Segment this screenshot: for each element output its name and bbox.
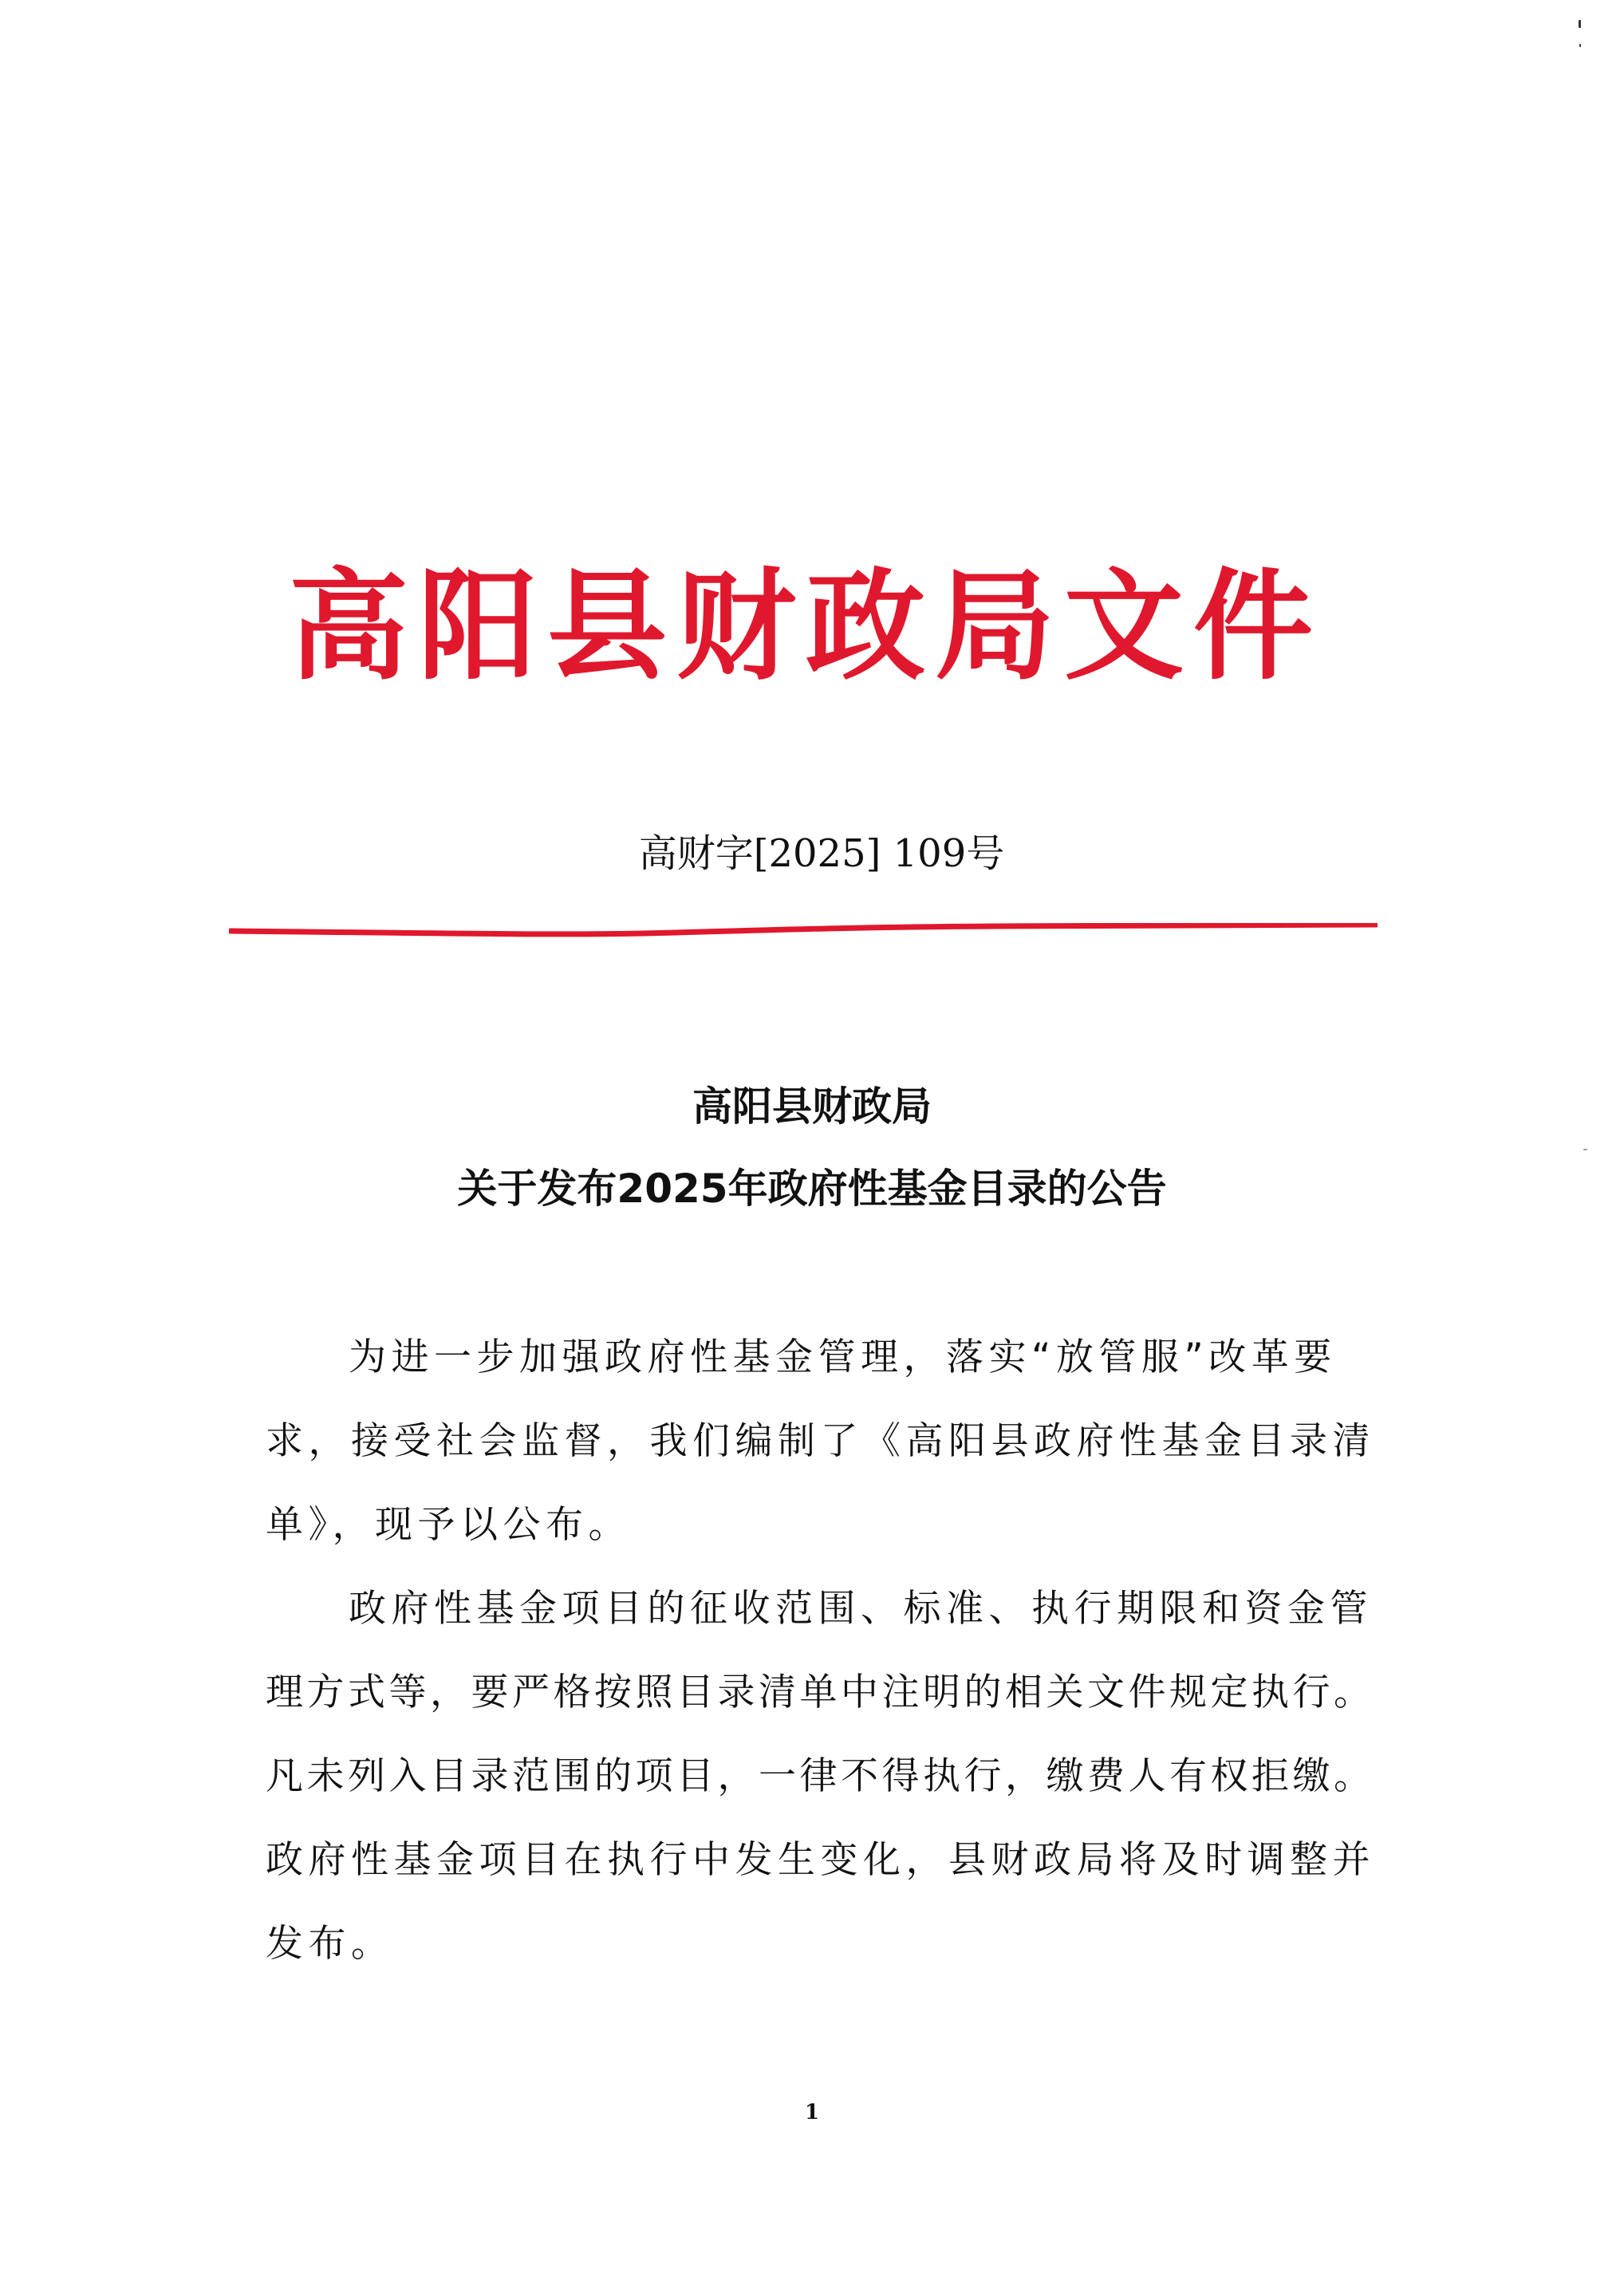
scan-speck <box>1583 1149 1587 1150</box>
paragraph-line: 发布。 <box>266 1922 394 1966</box>
masthead-title: 高阳县财政局文件 <box>288 556 1322 696</box>
paragraph-line: 理方式等，要严格按照目录清单中注明的相关文件规定执行。 <box>266 1671 1375 1714</box>
paragraph-line: 求，接受社会监督，我们编制了《高阳县政府性基金目录清 <box>266 1419 1375 1463</box>
red-rule-stroke <box>231 925 1376 934</box>
red-separator-rule <box>229 923 1378 939</box>
page-number: 1 <box>804 2101 820 2124</box>
paragraph-line: 为进一步加强政府性基金管理，落实“放管服”改革要 <box>349 1335 1337 1379</box>
paragraph-line: 政府性基金项目在执行中发生变化，县财政局将及时调整并 <box>266 1838 1375 1882</box>
scan-speck <box>1579 44 1581 47</box>
scan-speck <box>1579 20 1581 28</box>
announcement-title-line-1: 高阳县财政局 <box>692 1083 932 1130</box>
document-number: 高财字[2025] 109号 <box>638 831 1005 876</box>
announcement-title-line-2: 关于发布2025年政府性基金目录的公告 <box>457 1166 1167 1212</box>
paragraph-line: 凡未列入目录范围的项目，一律不得执行，缴费人有权拒缴。 <box>266 1754 1375 1798</box>
paragraph-line: 单》，现予以公布。 <box>266 1503 631 1547</box>
paragraph-line: 政府性基金项目的征收范围、标准、执行期限和资金管 <box>349 1587 1373 1631</box>
